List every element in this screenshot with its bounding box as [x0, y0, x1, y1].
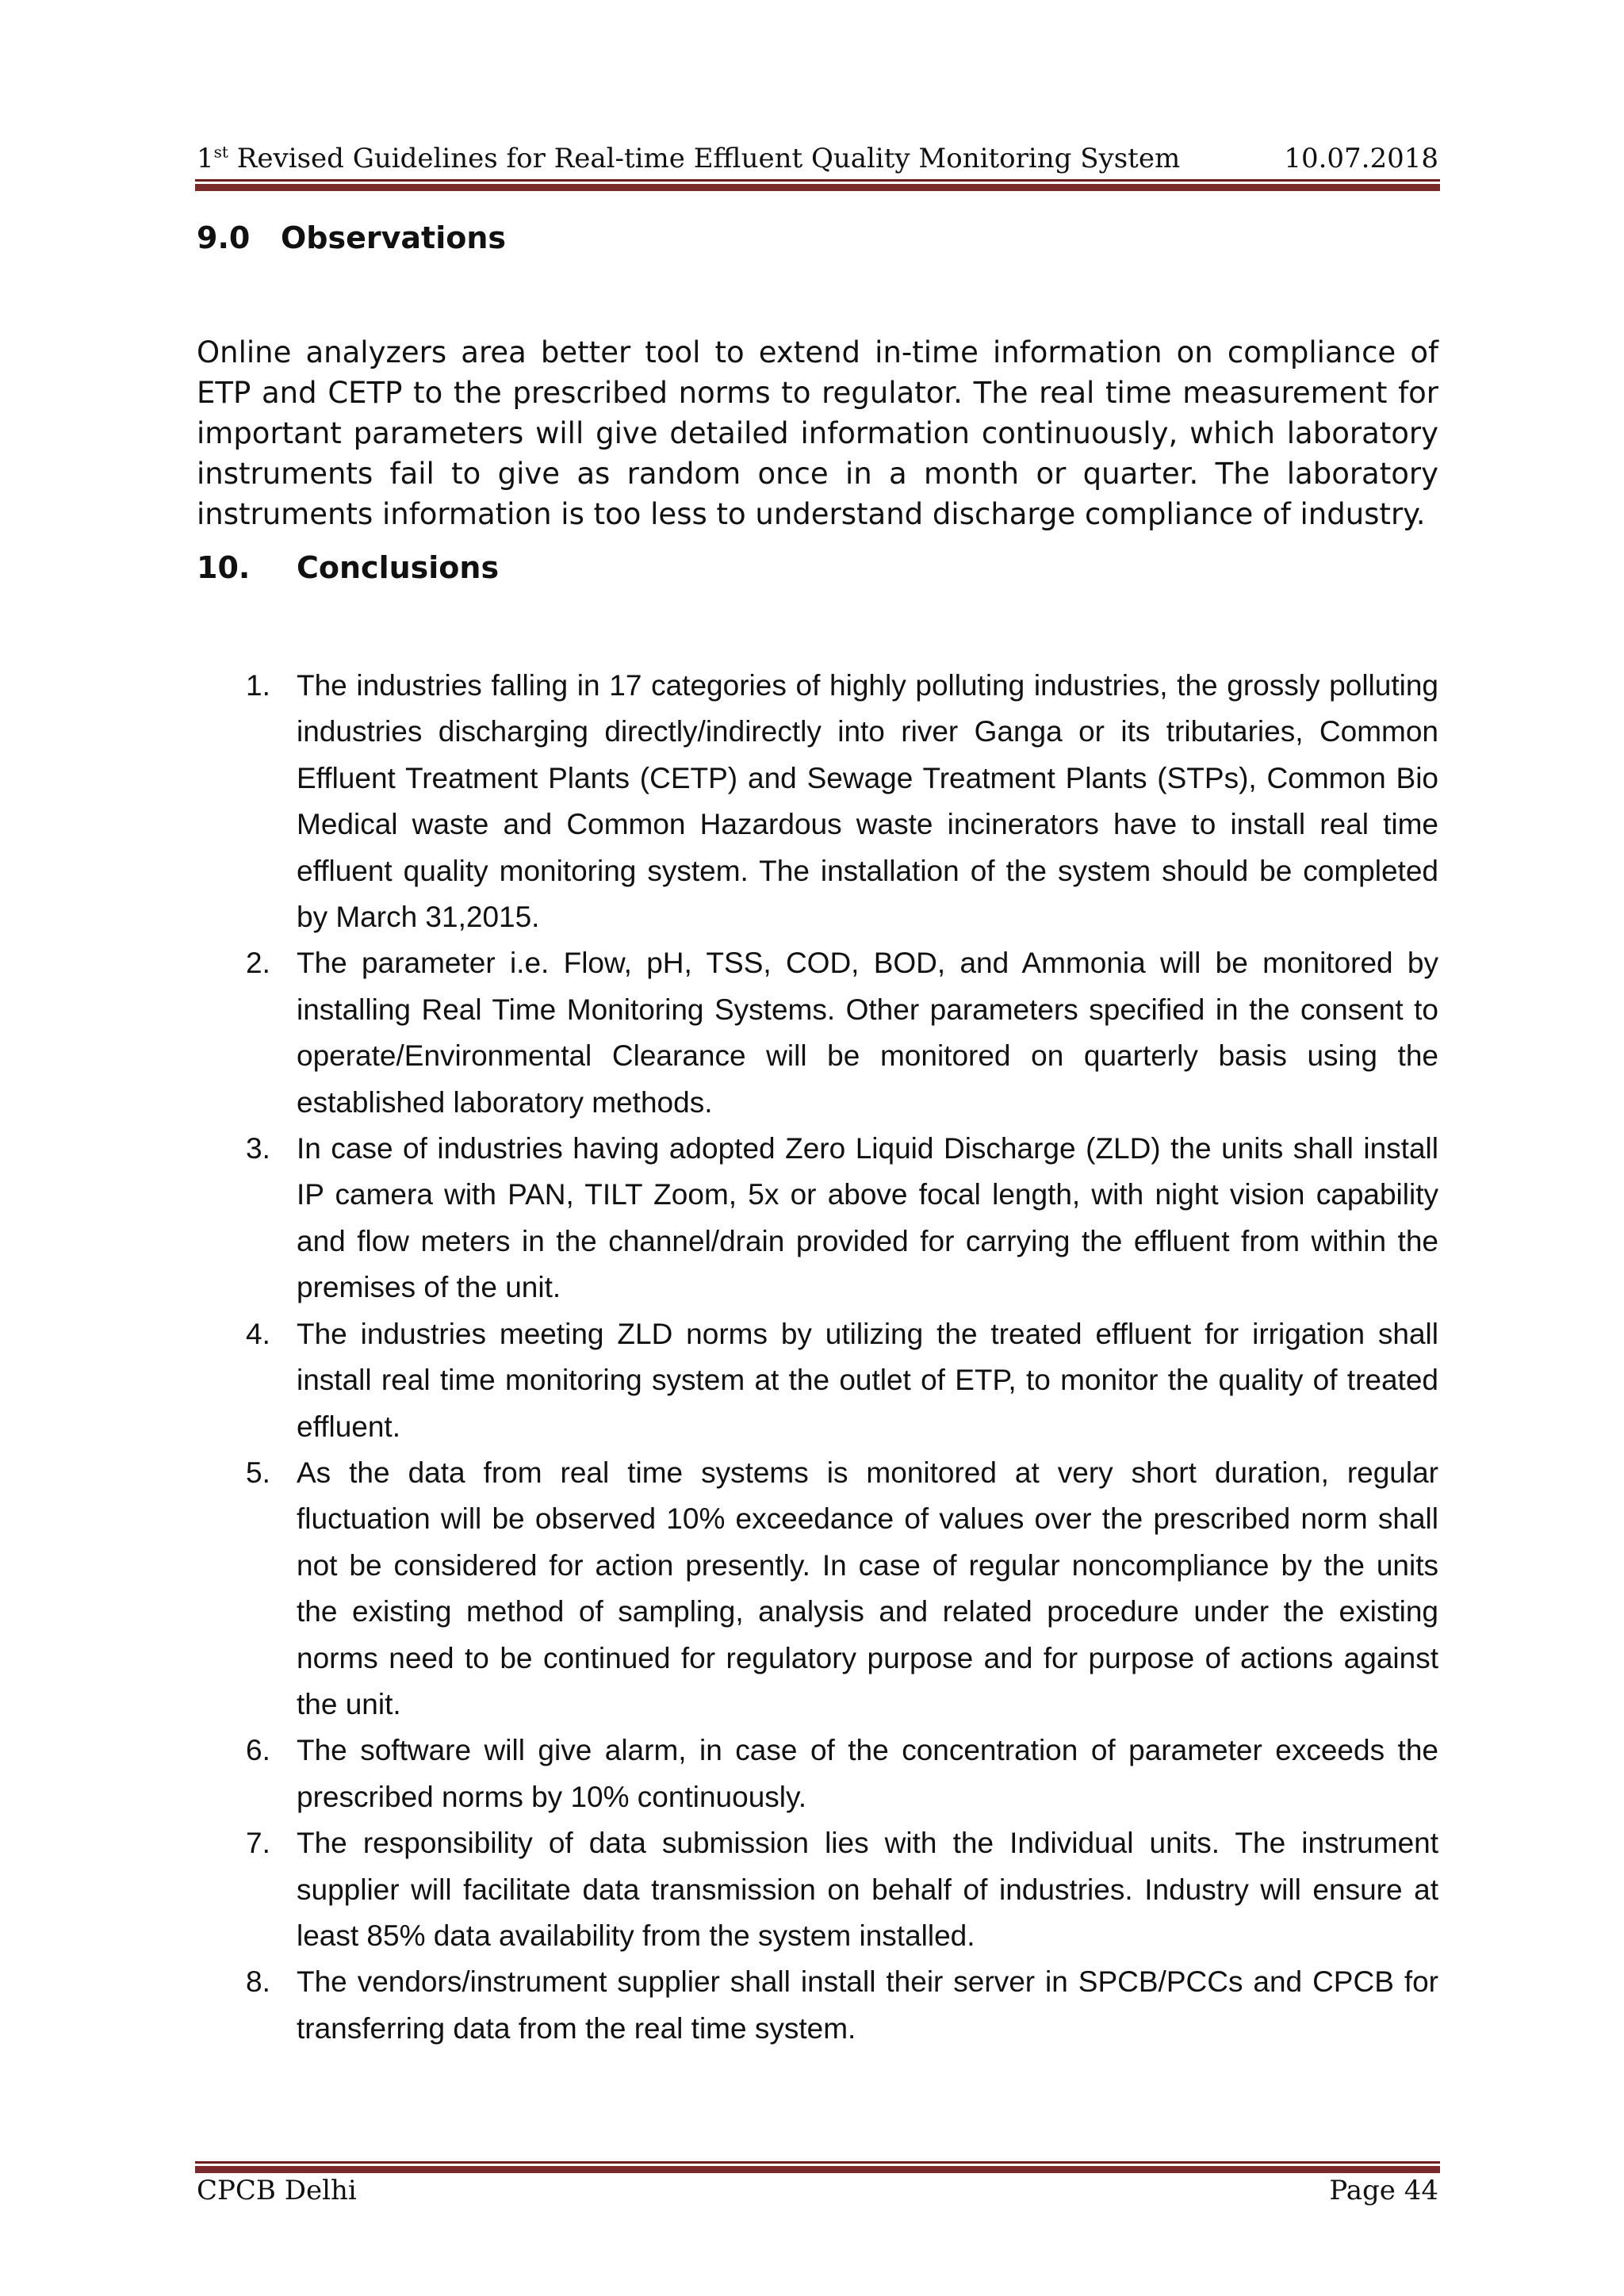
list-marker: 8. — [246, 1965, 270, 1999]
header-title-superscript: st — [213, 142, 228, 162]
footer-organization: CPCB Delhi — [197, 2175, 357, 2206]
list-item-text: The responsibility of data submission lies with the Individual units. The instrument supplier will facilitate data transmission on behalf of industries. Industry will ensure at least 85% data availability from the system installed. — [297, 1827, 1438, 1952]
list-item-text: The industries falling in 17 categories of highly polluting industries, the grossly polluting industries discharging directly/indirectly into river Ganga or its tributaries, Common Effluent Treatment Plants (CETP) and Sewage Treatment Plants (STPs), Common Bio Medical waste and Common Hazardous waste incinerators have to install real time effluent quality monitoring system. The installation of the system should be completed by March 31,2015. — [297, 669, 1438, 934]
list-item — [197, 1820, 1438, 1959]
header-date: 10.07.2018 — [1284, 143, 1438, 174]
list-marker: 7. — [246, 1827, 270, 1860]
page-header — [197, 133, 1438, 178]
list-item-text: The vendors/instrument supplier shall install their server in SPCB/PCCs and CPCB for transferring data from the real time system. — [297, 1965, 1438, 2045]
list-marker: 1. — [246, 669, 270, 702]
list-item — [197, 1450, 1438, 1728]
list-item-text: In case of industries having adopted Zero Liquid Discharge (ZLD) the units shall install IP camera with PAN, TILT Zoom, 5x or above focal length, with night vision capability and flow meters in the channel/drain provided for carrying the effluent from within the premises of the unit. — [297, 1132, 1438, 1304]
list-item — [197, 1126, 1438, 1311]
list-marker: 2. — [246, 947, 270, 980]
list-marker: 5. — [246, 1456, 270, 1489]
list-item — [197, 663, 1438, 940]
page-footer — [197, 2175, 1438, 2214]
list-item — [197, 1728, 1438, 1820]
list-item-text: The parameter i.e. Flow, pH, TSS, COD, BOD, and Ammonia will be monitored by installing Real Time Monitoring Systems. Other parameters specified in the consent to operate/Environmental Clearance will be monitored on quarterly basis using the established laboratory methods. — [297, 947, 1438, 1119]
observations-title: Observations — [281, 220, 507, 255]
header-title-prefix: 1 — [197, 143, 214, 174]
header-rule-thin — [195, 179, 1440, 182]
list-marker: 6. — [246, 1734, 270, 1767]
conclusions-title: Conclusions — [297, 550, 500, 585]
page-number: Page 44 — [1329, 2175, 1438, 2206]
conclusions-list — [197, 663, 1438, 2052]
list-item — [197, 940, 1438, 1126]
header-title-text: Revised Guidelines for Real-time Effluent Quality Monitoring System — [228, 143, 1181, 174]
observations-heading — [197, 220, 507, 255]
list-marker: 4. — [246, 1317, 270, 1350]
list-marker: 3. — [246, 1132, 270, 1165]
observations-paragraph: Online analyzers area better tool to extend in-time information on compliance of ETP and CETP to the prescribed norms to regulator. The real time measurement for important parameters will give detailed information continuously, which laboratory instruments fail to give as random once in a month or quarter. The laboratory instruments information is too less to understand discharge compliance of industry. — [197, 335, 1438, 531]
conclusions-heading — [197, 550, 500, 585]
header-rule-thick — [195, 184, 1440, 191]
list-item — [197, 1959, 1438, 2052]
footer-rule-thin — [195, 2161, 1440, 2164]
list-item-text: The industries meeting ZLD norms by utilizing the treated effluent for irrigation shall install real time monitoring system at the outlet of ETP, to monitor the quality of treated effluent. — [297, 1317, 1438, 1443]
conclusions-number: 10. — [197, 550, 251, 585]
header-title — [197, 143, 1180, 174]
list-item-text: The software will give alarm, in case of the concentration of parameter exceeds the prescribed norms by 10% continuously. — [297, 1734, 1438, 1813]
observations-number: 9.0 — [197, 220, 251, 255]
list-item-text: As the data from real time systems is monitored at very short duration, regular fluctuation will be observed 10% exceedance of values over the prescribed norm shall not be considered for action presently. In case of regular noncompliance by the units the existing method of sampling, analysis and related procedure under the existing norms need to be continued for regulatory purpose and for purpose of actions against the unit. — [297, 1456, 1438, 1720]
list-item — [197, 1311, 1438, 1450]
footer-rule-thick — [195, 2166, 1440, 2173]
